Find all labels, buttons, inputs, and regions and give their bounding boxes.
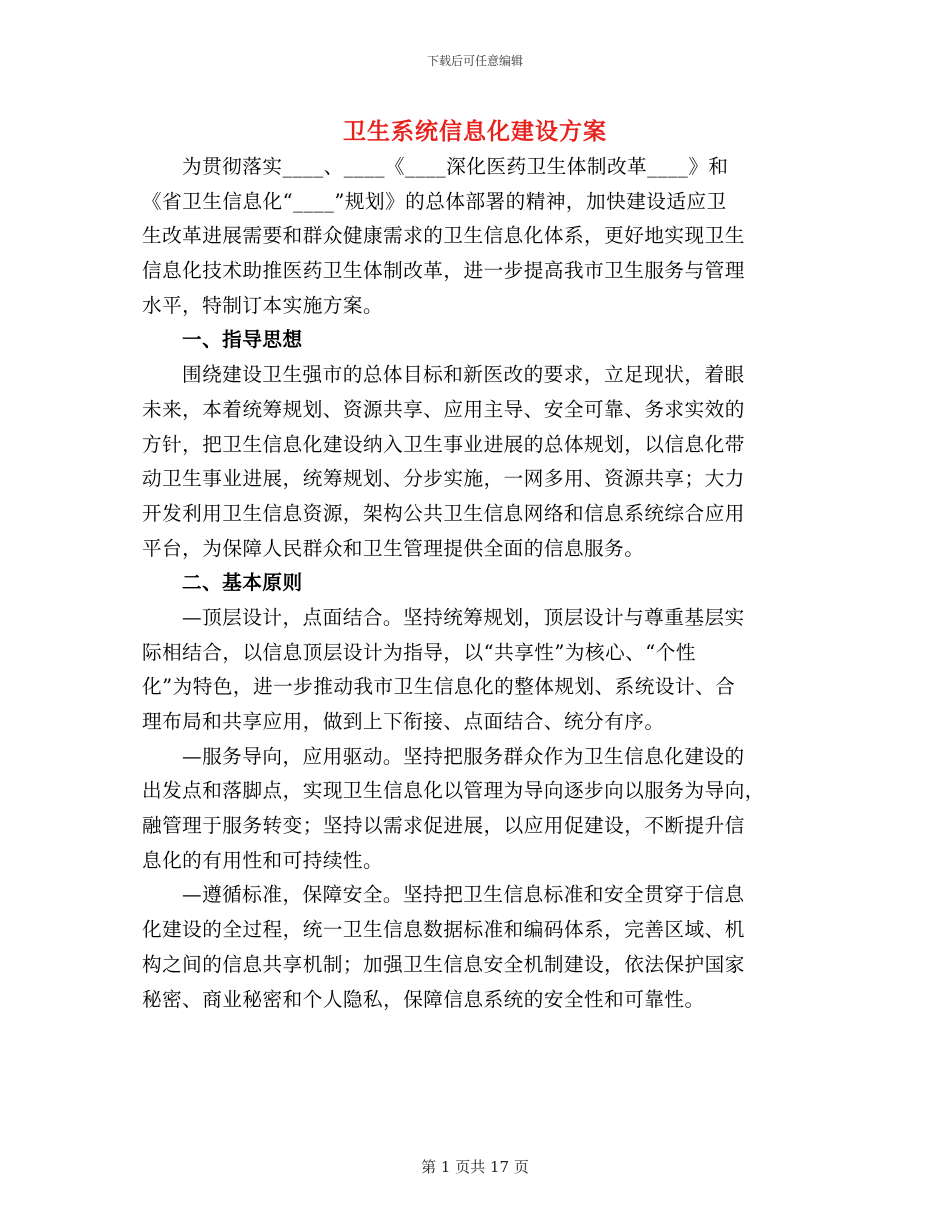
page-footer: 第 1 页共 17 页 xyxy=(421,1158,529,1176)
paragraph-line: —顶层设计，点面结合。坚持统筹规划，顶层设计与尊重基层实 xyxy=(182,605,745,629)
paragraph-line: 水平，特制订本实施方案。 xyxy=(142,293,384,317)
paragraph-line: 动卫生事业进展，统筹规划、分步实施，一网多用、资源共享；大力 xyxy=(142,467,745,491)
paragraph-line: 为贯彻落实____、____《____深化医药卫生体制改革____》和 xyxy=(182,155,729,178)
paragraph-line: 融管理于服务转变；坚持以需求促进展，以应用促建设，不断提升信 xyxy=(142,814,745,838)
paragraph-line: 方针，把卫生信息化建设纳入卫生事业进展的总体规划，以信息化带 xyxy=(142,432,745,456)
paragraph-line: 围绕建设卫生强市的总体目标和新医改的要求，立足现状，着眼 xyxy=(182,363,745,387)
paragraph-line: 理布局和共享应用，做到上下衔接、点面结合、统分有序。 xyxy=(142,710,665,733)
paragraph-line: 信息化技术助推医药卫生体制改革，进一步提高我市卫生服务与管理 xyxy=(142,259,745,283)
section-heading: 二、基本原则 xyxy=(182,571,303,595)
paragraph-line: 息化的有用性和可持续性。 xyxy=(142,848,384,872)
paragraph-line: 构之间的信息共享机制；加强卫生信息安全机制建设，依法保护国家 xyxy=(142,952,745,976)
document-title: 卫生系统信息化建设方案 xyxy=(343,118,607,145)
paragraph-line: —遵循标准，保障安全。坚持把卫生信息标准和安全贯穿于信息 xyxy=(182,883,745,907)
paragraph-line: 化”为特色，进一步推动我市卫生信息化的整体规划、系统设计、合 xyxy=(142,675,736,699)
paragraph-line: —服务导向，应用驱动。坚持把服务群众作为卫生信息化建设的 xyxy=(182,744,745,768)
paragraph-line: 秘密、商业秘密和个人隐私，保障信息系统的安全性和可靠性。 xyxy=(142,987,705,1011)
paragraph-line: 际相结合，以信息顶层设计为指导，以“共享性”为核心、“个性 xyxy=(142,640,696,664)
paragraph-line: 开发利用卫生信息资源，架构公共卫生信息网络和信息系统综合应用 xyxy=(142,501,745,525)
paragraph-line: 平台，为保障人民群众和卫生管理提供全面的信息服务。 xyxy=(142,536,645,560)
paragraph-line: 化建设的全过程，统一卫生信息数据标准和编码体系，完善区域、机 xyxy=(142,918,745,942)
paragraph-line: 出发点和落脚点，实现卫生信息化以管理为导向逐步向以服务为导向， xyxy=(142,779,765,803)
section-heading: 一、指导思想 xyxy=(182,328,303,352)
paragraph-line: 未来，本着统筹规划、资源共享、应用主导、安全可靠、务求实效的 xyxy=(142,397,745,421)
document-body xyxy=(142,150,808,1017)
header-note: 下载后可任意编辑 xyxy=(426,54,523,68)
paragraph-line: 《省卫生信息化“____”规划》的总体部署的精神，加快建设适应卫 xyxy=(142,189,727,213)
paragraph-line: 生改革进展需要和群众健康需求的卫生信息化体系，更好地实现卫生 xyxy=(142,224,745,248)
